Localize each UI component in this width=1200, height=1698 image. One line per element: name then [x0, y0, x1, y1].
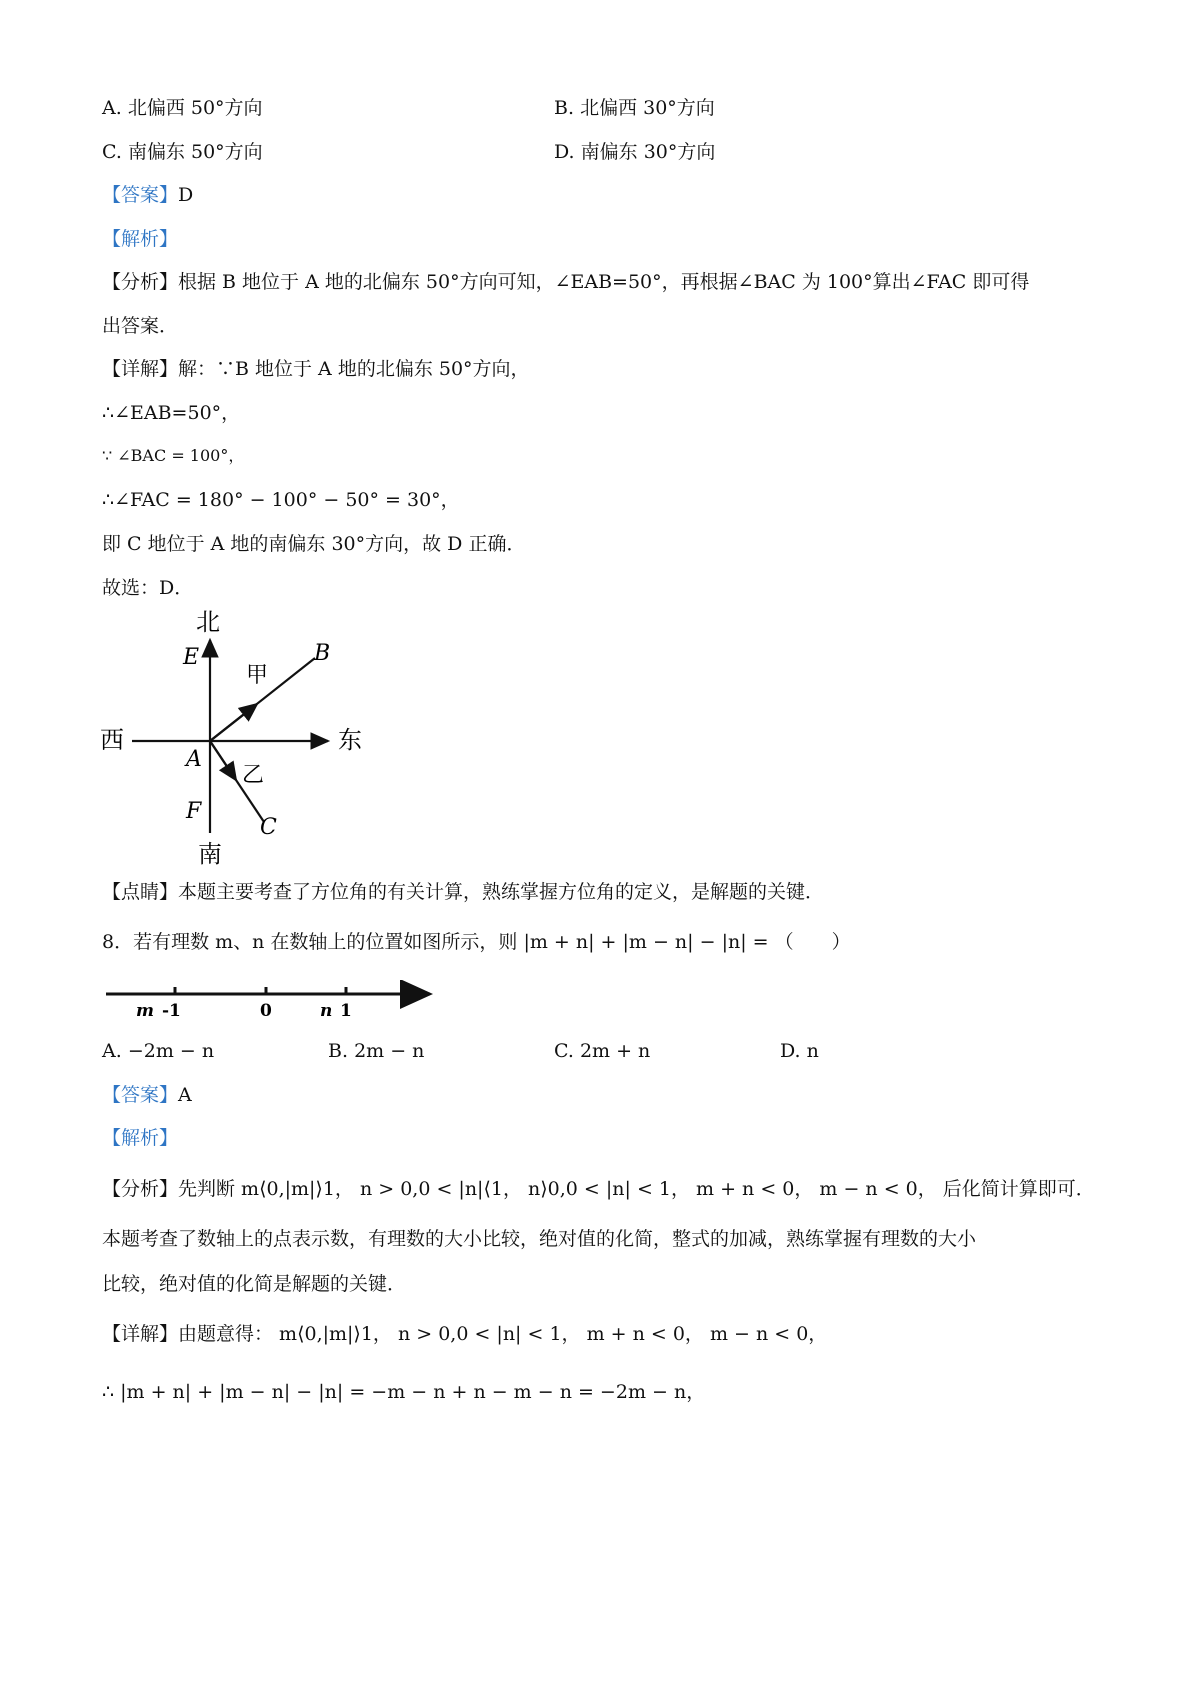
dianjing-tag: 【点睛】	[102, 881, 179, 903]
step-1: ∴∠EAB=50°，	[102, 402, 241, 424]
q8-final-line: ∴ |m + n| + |m − n| − |n| = −m − n + n − m − n = −2m − n，	[102, 1381, 706, 1403]
nl-label-zero: 0	[260, 1001, 272, 1021]
q8-option-d	[780, 1037, 819, 1065]
answer-value: D	[178, 184, 194, 206]
label-e: E	[183, 645, 200, 670]
nl-label-n: n	[320, 1001, 333, 1021]
dianjing-text: 本题主要考查了方位角的有关计算，熟练掌握方位角的定义，是解题的关键．	[178, 881, 825, 903]
answer-line	[102, 181, 193, 209]
label-west: 西	[100, 726, 124, 754]
q8-option-d-letter: D.	[780, 1040, 801, 1062]
q8-option-a-text: −2m − n	[127, 1040, 215, 1062]
q8-xiangjie-line	[102, 1320, 827, 1348]
q8-xiangjie-text: 由题意得： m⟨0,|m|⟩1， n > 0,0 < |n| < 1， m + n < 0， m − n < 0，	[178, 1323, 828, 1345]
option-c-letter: C.	[102, 141, 122, 163]
q8-option-c-text: 2m + n	[579, 1040, 651, 1062]
xiangjie-text: 解：∵B 地位于 A 地的北偏东 50°方向，	[178, 358, 530, 380]
fenxi-tag: 【分析】	[102, 271, 179, 293]
option-b-letter: B.	[554, 97, 575, 119]
label-yi: 乙	[242, 763, 265, 788]
label-b: B	[314, 641, 331, 666]
q8-answer-value: A	[178, 1084, 192, 1106]
q8-fenxi-text: 先判断 m⟨0,|m|⟩1， n > 0,0 < |n|⟨1， n⟩0,0 < |n| < 1， m + n < 0， m − n < 0， 后化简计算即可．	[178, 1178, 1095, 1200]
q8-option-a	[102, 1037, 214, 1065]
q8-option-b-text: 2m − n	[354, 1040, 425, 1062]
number-line	[100, 980, 440, 1022]
q8-option-c	[554, 1037, 650, 1065]
option-a	[102, 94, 263, 122]
label-south: 南	[198, 840, 222, 868]
option-d-text: 南偏东 30°方向	[580, 141, 716, 163]
direction-diagram	[90, 600, 390, 880]
option-a-text: 北偏西 50°方向	[127, 97, 263, 119]
option-c	[102, 138, 263, 166]
q8-answer-tag: 【答案】	[102, 1084, 179, 1106]
option-d-letter: D.	[554, 141, 575, 163]
q8-xiangjie-tag: 【详解】	[102, 1323, 179, 1345]
label-c: C	[260, 815, 277, 840]
q8-option-c-letter: C.	[554, 1040, 574, 1062]
fenxi-text-1: 根据 B 地位于 A 地的北偏东 50°方向可知，∠EAB=50°，再根据∠BAC 为 100°算出∠FAC 即可得	[178, 271, 1030, 293]
xiangjie-line	[102, 355, 530, 383]
q8-stem: 8．若有理数 m、n 在数轴上的位置如图所示，则 |m + n| + |m − n| − |n| = （ ）	[102, 931, 851, 953]
arrow-yi	[210, 741, 236, 780]
answer-tag: 【答案】	[102, 184, 179, 206]
label-jia: 甲	[246, 663, 269, 688]
label-north: 北	[196, 608, 220, 636]
q8-option-a-letter: A.	[102, 1040, 122, 1062]
option-a-letter: A.	[102, 97, 122, 119]
q8-fenxi-tag: 【分析】	[102, 1178, 179, 1200]
step-2: ∵ ∠BAC = 100°，	[102, 446, 245, 465]
step-4: 即 C 地位于 A 地的南偏东 30°方向，故 D 正确．	[102, 533, 526, 555]
q8-option-b-letter: B.	[328, 1040, 349, 1062]
nl-label-one: 1	[340, 1001, 352, 1021]
nl-label-neg1: -1	[162, 1001, 181, 1021]
q8-fenxi-line	[102, 1175, 1095, 1203]
xiangjie-tag: 【详解】	[102, 358, 179, 380]
label-east: 东	[338, 726, 362, 754]
label-f: F	[186, 799, 202, 824]
q8-option-b	[328, 1037, 424, 1065]
step-5: 故选：D．	[102, 577, 194, 599]
q8-para-line-2: 比较，绝对值的化简是解题的关键．	[102, 1273, 407, 1295]
q8-analysis-tag: 【解析】	[102, 1127, 179, 1149]
fenxi-line-2: 出答案．	[102, 315, 179, 337]
option-d	[554, 138, 715, 166]
nl-label-m: m	[136, 1001, 154, 1021]
dianjing-line	[102, 878, 824, 906]
step-3: ∴∠FAC = 180° − 100° − 50° = 30°，	[102, 489, 460, 511]
fenxi-line-1	[102, 268, 1029, 296]
option-b	[554, 94, 715, 122]
q8-para-line-1: 本题考查了数轴上的点表示数，有理数的大小比较，绝对值的化简，整式的加减，熟练掌握有理数的大小	[102, 1228, 977, 1250]
option-c-text: 南偏东 50°方向	[127, 141, 263, 163]
q8-answer-line	[102, 1081, 192, 1109]
q8-option-d-text: n	[806, 1040, 819, 1062]
option-b-text: 北偏西 30°方向	[580, 97, 715, 119]
analysis-tag: 【解析】	[102, 228, 179, 250]
arrow-jia	[210, 704, 257, 741]
label-a: A	[186, 747, 202, 772]
